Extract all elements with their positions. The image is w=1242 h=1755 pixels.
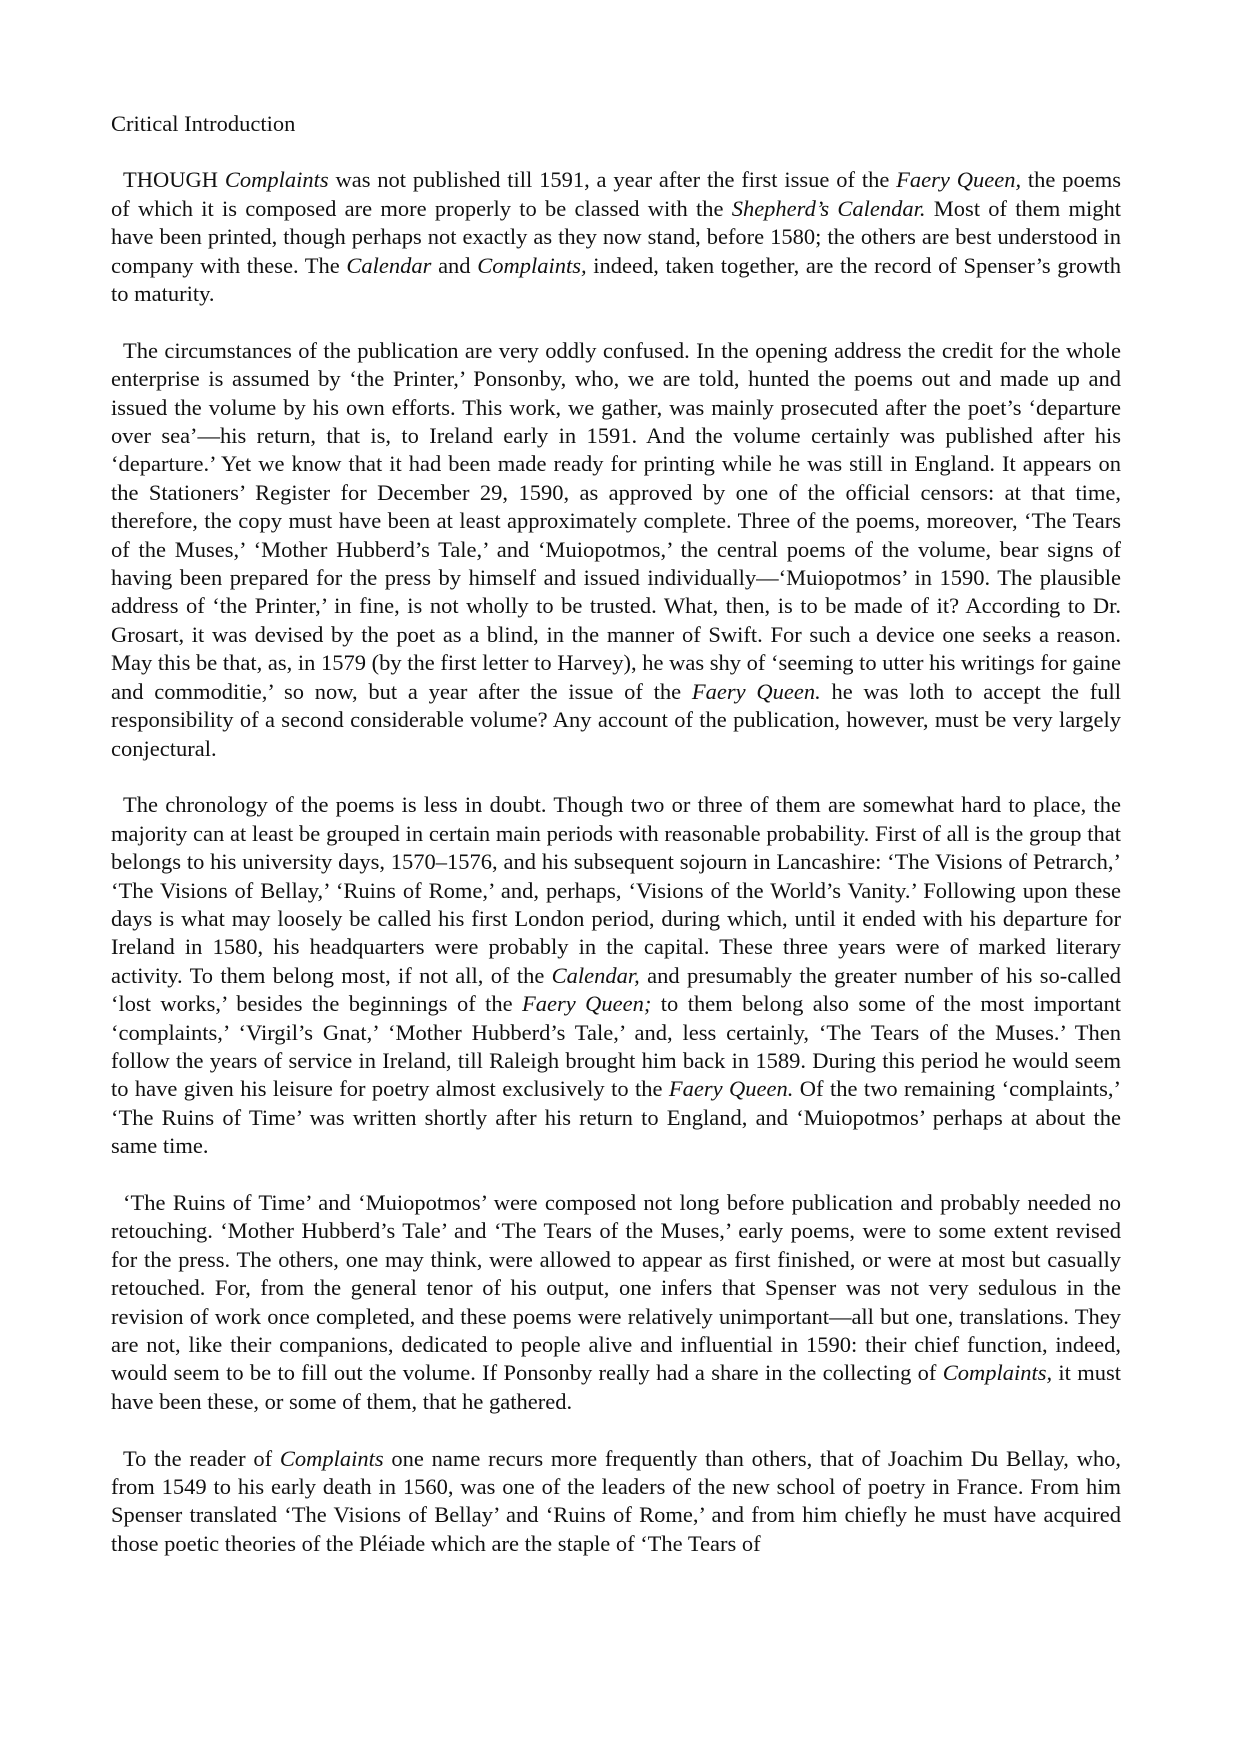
paragraph-text: and	[431, 252, 478, 278]
paragraph-text: he was loth to accept the full responsibility of a second considerable volume? Any account of the publication, however, must be very largely conjectural.	[111, 678, 1121, 761]
paragraph-text: to them belong also some of the most important ‘complaints,’ ‘Virgil’s Gnat,’ ‘Mother Hubberd’s Tale,’ and, less certainly, ‘The Tears of the Muses.’ Then follow the years of service in Ireland, till Raleigh brought him back in 1589. During this period he would seem to have given his leisure for poetry almost exclusively to the	[111, 991, 1121, 1102]
body-paragraph	[111, 1445, 1121, 1559]
italic-title-text: Complaints,	[477, 252, 587, 278]
paragraph-text: one name recurs more frequently than others, that of Joachim Du Bellay, who, from 1549 to his early death in 1560, was one of the leaders of the new school of poetry in France. From him Spenser translated ‘The Visions of Bellay’ and ‘Ruins of Rome,’ and from him chiefly he must have acquired those poetic theories of the Pléiade which are the staple of ‘The Tears of	[111, 1445, 1121, 1556]
body-paragraph	[111, 337, 1121, 763]
paragraph-text: ‘The Ruins of Time’ and ‘Muiopotmos’ were composed not long before publication and probably needed no retouching. ‘Mother Hubberd’s Tale’ and ‘The Tears of the Muses,’ early poems, were to some extent revised for the press. The others, one may think, were allowed to appear as first finished, or were at most but casually retouched. For, from the general tenor of his output, one infers that Spenser was not very sedulous in the revision of work once completed, and these poems were relatively unimportant—all but one, translations. They are not, like their companions, dedicated to people alive and influential in 1590: their chief function, indeed, would seem to be to fill out the volume. If Ponsonby really had a share in the collecting of	[111, 1189, 1121, 1386]
paragraph-text: The chronology of the poems is less in doubt. Though two or three of them are somewhat hard to place, the majority can at least be grouped in certain main periods with reasonable probability. First of all is the group that belongs to his university days, 1570–1576, and his subsequent sojourn in Lancashire: ‘The Visions of Petrarch,’ ‘The Visions of Bellay,’ ‘Ruins of Rome,’ and, perhaps, ‘Visions of the World’s Vanity.’ Following upon these days is what may loosely be called his first London period, during which, until it ended with his departure for Ireland in 1580, his headquarters were probably in the capital. These three years were of marked literary activity. To them belong most, if not all, of the	[111, 792, 1121, 988]
body-paragraph	[111, 166, 1121, 308]
body-paragraph	[111, 791, 1121, 1160]
paragraph-text: it must have been these, or some of them, that he gathered.	[111, 1360, 1122, 1414]
italic-title-text: Shepherd’s Calendar.	[731, 195, 926, 221]
paragraph-list	[111, 166, 1121, 1558]
paragraph-text: To the reader of	[123, 1445, 280, 1471]
paragraph-text: THOUGH	[123, 167, 225, 193]
paragraph-text: The circumstances of the publication are very oddly confused. In the opening address the credit for the whole enterprise is assumed by ‘the Printer,’ Ponsonby, who, we are told, hunted the poems out and made up and issued the volume by his own efforts. This work, we gather, was mainly prosecuted after the poet’s ‘departure over sea’—his return, that is, to Ireland early in 1591. And the volume certainly was published after his ‘departure.’ Yet we know that it had been made ready for printing while he was still in England. It appears on the Stationers’ Register for December 29, 1590, as approved by one of the official censors: at that time, therefore, the copy must have been at least approximately complete. Three of the poems, moreover, ‘The Tears of the Muses,’ ‘Mother Hubberd’s Tale,’ and ‘Muiopotmos,’ the central poems of the volume, bear signs of having been prepared for the press by himself and issued individually—‘Muiopotmos’ in 1590. The plausible address of ‘the Printer,’ in fine, is not wholly to be trusted. What, then, is to be made of it? According to Dr. Grosart, it was devised by the poet as a blind, in the manner of Swift. For such a device one seeks a reason. May this be that, as, in 1579 (by the first letter to Harvey), he was shy of ‘seeming to utter his writings for gaine and commoditie,’ so now, but a year after the issue of the	[111, 337, 1121, 704]
italic-title-text: Complaints	[224, 167, 329, 193]
section-title: Critical Introduction	[111, 111, 296, 136]
body-paragraph	[111, 1189, 1121, 1416]
italic-title-text: Complaints	[279, 1445, 384, 1471]
paragraph-text: Most of them might have been printed, though perhaps not exactly as they now stand, before 1580; the others are best understood in company with these. The	[111, 195, 1122, 278]
paragraph-text: was not published till 1591, a year after the first issue of the	[328, 167, 897, 193]
italic-title-text: Calendar,	[551, 962, 640, 988]
italic-title-text: Faery Queen.	[691, 678, 821, 704]
italic-title-text: Faery Queen;	[522, 991, 652, 1017]
document-page	[111, 110, 1121, 1587]
italic-title-text: Complaints,	[942, 1360, 1053, 1386]
italic-title-text: Calendar	[346, 252, 432, 278]
paragraph-text: Of the two remaining ‘complaints,’ ‘The Ruins of Time’ was written shortly after his return to England, and ‘Muiopotmos’ perhaps at about the same time.	[111, 1076, 1121, 1159]
paragraph-text: indeed, taken together, are the record of Spenser’s growth to maturity.	[111, 252, 1121, 307]
italic-title-text: Faery Queen,	[896, 167, 1022, 193]
paragraph-text: the poems of which it is composed are more properly to be classed with the	[111, 167, 1121, 221]
paragraph-text: and presumably the greater number of his so-called ‘lost works,’ besides the beginnings of the	[111, 962, 1121, 1017]
italic-title-text: Faery Queen.	[668, 1076, 794, 1102]
